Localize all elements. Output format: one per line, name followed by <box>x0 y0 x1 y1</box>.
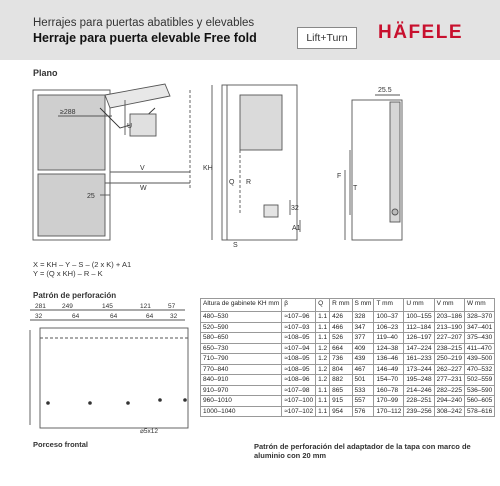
table-cell: 501 <box>352 375 374 386</box>
col-header: U mm <box>404 299 434 312</box>
formula-x: X = KH – Y – S – (2 x K) + A1 <box>33 260 132 269</box>
table-cell: ≈107–96 <box>282 312 316 323</box>
col-header: Q <box>316 299 330 312</box>
table-cell: 238–215 <box>434 343 464 354</box>
table-cell: 470–532 <box>464 364 494 375</box>
drill-hole <box>46 401 50 405</box>
plano-section-title: Plano <box>33 68 58 78</box>
side-hinge-block <box>264 205 278 217</box>
table-cell: 328–370 <box>464 312 494 323</box>
page-title-line-1: Herrajes para puertas abatibles y elevables <box>33 17 255 29</box>
table-cell: 954 <box>330 406 352 417</box>
table-cell: 250–219 <box>434 354 464 365</box>
table-cell: 580–650 <box>201 333 282 344</box>
table-cell: 239–256 <box>404 406 434 417</box>
table-cell: 124–38 <box>374 343 404 354</box>
table-cell: 1.1 <box>316 333 330 344</box>
col-header: W mm <box>464 299 494 312</box>
table-cell: 910–970 <box>201 385 282 396</box>
table-cell: 502–559 <box>464 375 494 386</box>
table-cell: ≈107–100 <box>282 396 316 407</box>
lift-turn-logo: Lift+Turn <box>297 27 357 49</box>
table-row <box>201 375 495 386</box>
table-cell: 664 <box>330 343 352 354</box>
table-cell: 161–233 <box>404 354 434 365</box>
table-cell: 147–224 <box>404 343 434 354</box>
table-cell: 328 <box>352 312 374 323</box>
table-row <box>201 322 495 333</box>
table-cell: 228–251 <box>404 396 434 407</box>
col-header: S mm <box>352 299 374 312</box>
table-cell: 347 <box>352 322 374 333</box>
col-header: T mm <box>374 299 404 312</box>
panel-outline <box>40 328 188 428</box>
table-cell: 1.1 <box>316 396 330 407</box>
table-cell: 520–590 <box>201 322 282 333</box>
dim-label-kh: KH <box>203 165 213 172</box>
top-dim-145: 145 <box>102 303 113 310</box>
dim-label-25: 25 <box>87 193 95 200</box>
table-cell: 736 <box>330 354 352 365</box>
dim-label-t: T <box>353 185 358 192</box>
top-dim-57: 57 <box>168 303 176 310</box>
table-cell: ≈108–95 <box>282 333 316 344</box>
table-cell: 377 <box>352 333 374 344</box>
table-cell: ≈107–102 <box>282 406 316 417</box>
table-cell: 126–197 <box>404 333 434 344</box>
table-cell: ≈108–95 <box>282 364 316 375</box>
table-cell: 411–470 <box>464 343 494 354</box>
table-cell: 960–1010 <box>201 396 282 407</box>
table-cell: 160–78 <box>374 385 404 396</box>
table-cell: 865 <box>330 385 352 396</box>
table-cell: 439 <box>352 354 374 365</box>
table-cell: 480–530 <box>201 312 282 323</box>
table-cell: 1.1 <box>316 312 330 323</box>
table-cell: 1.2 <box>316 364 330 375</box>
table-cell: ≈108–95 <box>282 354 316 365</box>
table-cell: ≈107–94 <box>282 343 316 354</box>
table-cell: 375–430 <box>464 333 494 344</box>
dim-label-r: R <box>246 179 252 186</box>
table-row <box>201 406 495 417</box>
col-header: R mm <box>330 299 352 312</box>
page-title-line-2: Herraje para puerta elevable Free fold <box>33 31 257 45</box>
drill-hole <box>88 401 92 405</box>
perforation-caption: Patrón de perforación del adaptador de la tapa con marco de aluminio con 20 mm <box>254 442 471 460</box>
side-mechanism-unit <box>240 95 282 150</box>
table-row <box>201 396 495 407</box>
table-cell: 262–227 <box>434 364 464 375</box>
table-cell: 426 <box>330 312 352 323</box>
drill-hole <box>183 398 187 402</box>
table-cell: 915 <box>330 396 352 407</box>
dim-label-f: F <box>337 173 342 180</box>
hole-callout: ⌀5x12 <box>140 428 159 435</box>
table-cell: 1.1 <box>316 385 330 396</box>
table-row <box>201 333 495 344</box>
drilling-pattern-drawing <box>0 300 200 440</box>
table-cell: 1.1 <box>316 406 330 417</box>
table-cell: 1.1 <box>316 322 330 333</box>
drill-hole <box>126 401 130 405</box>
table-row <box>201 354 495 365</box>
table-cell: 1.2 <box>316 343 330 354</box>
cabinet-upper-door <box>38 95 105 170</box>
table-cell: 136–46 <box>374 354 404 365</box>
table-cell: 576 <box>352 406 374 417</box>
table-cell: 214–246 <box>404 385 434 396</box>
dim-label-w: W <box>140 185 147 192</box>
top-dim-249: 249 <box>62 303 73 310</box>
table-cell: 154–70 <box>374 375 404 386</box>
hafele-logo: HÄFELE <box>378 22 463 43</box>
table-cell: 1.2 <box>316 375 330 386</box>
col-header: Altura de gabinete KH mm <box>201 299 282 312</box>
table-cell: 100–155 <box>404 312 434 323</box>
col-header: β <box>282 299 316 312</box>
dim-label-q: Q <box>229 179 235 186</box>
table-cell: 710–790 <box>201 354 282 365</box>
bottom-dim-64-b: 64 <box>110 313 118 320</box>
bottom-dim-64-a: 64 <box>72 313 80 320</box>
table-cell: ≈108–96 <box>282 375 316 386</box>
table-cell: 277–231 <box>434 375 464 386</box>
table-cell: 466 <box>330 322 352 333</box>
detail-pivot <box>392 209 398 215</box>
detail-frame-profile <box>390 102 400 222</box>
table-cell: 840–910 <box>201 375 282 386</box>
table-cell: 650–730 <box>201 343 282 354</box>
dimensions-table <box>200 298 495 417</box>
table-cell: 203–186 <box>434 312 464 323</box>
table-cell: ≈107–98 <box>282 385 316 396</box>
table-cell: 146–49 <box>374 364 404 375</box>
col-header: V mm <box>434 299 464 312</box>
table-cell: 526 <box>330 333 352 344</box>
open-door-panel <box>105 84 170 108</box>
mechanism-housing <box>130 114 156 136</box>
bottom-dim-64-c: 64 <box>146 313 154 320</box>
table-cell: 533 <box>352 385 374 396</box>
table-cell: 112–184 <box>404 322 434 333</box>
patron-section-title: Patrón de perforación <box>33 291 117 300</box>
table-cell: 173–244 <box>404 364 434 375</box>
table-cell: 106–23 <box>374 322 404 333</box>
table-cell: 170–99 <box>374 396 404 407</box>
table-header-row <box>201 299 495 312</box>
dim-label-32: 32 <box>291 205 299 212</box>
dim-label-s: S <box>233 242 238 249</box>
drill-hole <box>158 398 162 402</box>
table-cell: 804 <box>330 364 352 375</box>
table-cell: 170–112 <box>374 406 404 417</box>
dim-label-a1: A1 <box>292 225 301 232</box>
table-cell: 439–500 <box>464 354 494 365</box>
table-row <box>201 312 495 323</box>
top-dim-121: 121 <box>140 303 151 310</box>
table-cell: 560–605 <box>464 396 494 407</box>
table-cell: 119–40 <box>374 333 404 344</box>
table-cell: 770–840 <box>201 364 282 375</box>
table-row <box>201 364 495 375</box>
table-cell: 213–190 <box>434 322 464 333</box>
bottom-dim-32: 32 <box>35 313 43 320</box>
dim-label-v: V <box>140 165 145 172</box>
table-cell: 557 <box>352 396 374 407</box>
cabinet-lower-door <box>38 174 105 236</box>
top-dim-281: 281 <box>35 303 46 310</box>
table-cell: 1.2 <box>316 354 330 365</box>
table-cell: 282–225 <box>434 385 464 396</box>
table-cell: 308–242 <box>434 406 464 417</box>
table-row <box>201 385 495 396</box>
table-cell: 294–240 <box>434 396 464 407</box>
table-cell: 100–37 <box>374 312 404 323</box>
bottom-dim-32-b: 32 <box>170 313 178 320</box>
dim-label-u: U <box>127 123 133 130</box>
table-row <box>201 343 495 354</box>
table-cell: 347–401 <box>464 322 494 333</box>
dim-label-288: ≥288 <box>60 109 76 116</box>
table-cell: 1000–1040 <box>201 406 282 417</box>
table-cell: 227–207 <box>434 333 464 344</box>
dim-label-25-5: 25.5 <box>378 87 392 94</box>
table-cell: 195–248 <box>404 375 434 386</box>
formula-y: Y = (Q x KH) – R – K <box>33 269 103 278</box>
table-cell: 536–590 <box>464 385 494 396</box>
table-cell: 409 <box>352 343 374 354</box>
porceso-frontal-caption: Porceso frontal <box>33 440 89 449</box>
table-cell: ≈107–93 <box>282 322 316 333</box>
table-cell: 467 <box>352 364 374 375</box>
table-cell: 882 <box>330 375 352 386</box>
table-cell: 578–616 <box>464 406 494 417</box>
